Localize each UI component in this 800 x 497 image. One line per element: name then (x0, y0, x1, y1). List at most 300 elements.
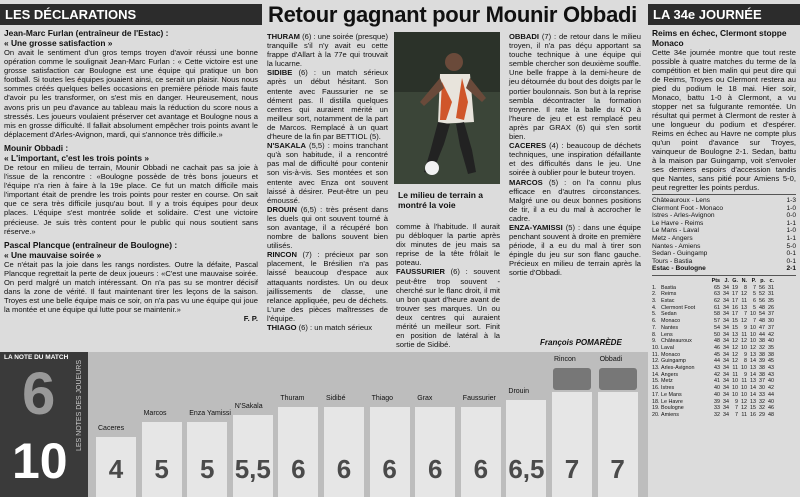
result-score: 0-0 (786, 212, 796, 220)
standings-row (648, 352, 800, 359)
standings-row (648, 378, 800, 385)
divider (652, 275, 796, 276)
standings-cell: 16 (750, 412, 756, 418)
standings-cell: 10 (750, 338, 756, 345)
assessment-text: (4) : beaucoup de déchets techniques, une inspiration défaillante et des difficultés dans le jeu. Une soirée à oublier pour le buteur troyen. (509, 141, 641, 178)
standings-row (648, 405, 800, 412)
standings-cell: 43 (768, 365, 774, 372)
standings-cell: 63 (714, 291, 720, 298)
player-rating-name: N'Sakala (234, 402, 263, 410)
player-assessment (267, 141, 388, 205)
result-row (648, 235, 800, 243)
standings-row (648, 399, 800, 406)
standings-cell: 19. (652, 405, 660, 412)
standings-cell: 16. (652, 385, 660, 392)
player-rating-name: Rincon (554, 356, 576, 363)
standings-cell: 5 (753, 291, 756, 298)
standings-cell: 11 (732, 371, 738, 378)
standings-cell: 39 (759, 358, 765, 365)
standings-cell: 34 (723, 378, 729, 385)
standings-row (648, 318, 800, 325)
assessment-text: (6) : souvent peut-être trop souvent - cherché sur le flanc droit, il mit un bon quart d'heure avant de trouver ses marques. Un ou deux centres qui auraient mérité un meilleur sort. Finit en position de latéral à la sortie de Sidibé. (396, 267, 500, 350)
obbadi-quote: « L'important, c'est les trois points » (4, 152, 149, 163)
standings-row (648, 392, 800, 399)
assessment-text: (7) : de retour dans le milieu troyen, il n'a pas déçu apportant sa touche technique à une équipe qui semble chercher son deuxième souffle. Une belle frappe à la demi-heure de jeu détournée du bout des doigts par le portier boulonnais. Son but à la reprise sembla décontracter la formation troyenne. Il rate la balle du KO à l'heure de jeu et est remplacé peu après par GRAX (6) qui s'en sortit bien. (509, 32, 641, 142)
standings-cell: 34 (723, 304, 729, 311)
standings-cell: Guingamp (661, 358, 686, 365)
standings-cell: Estac (661, 298, 675, 305)
result-score: 2-1 (786, 265, 796, 273)
standings-cell: 14 (750, 391, 756, 398)
results-list (648, 197, 800, 273)
standings-cell: 11 (741, 298, 747, 305)
result-score: 1-0 (786, 204, 796, 212)
standings-cell: 12 (732, 338, 738, 345)
standings-cell: 11 (741, 331, 747, 338)
standings-cell: 34 (723, 298, 729, 305)
standings-cell: 14 (750, 358, 756, 365)
player-grade: 6 (336, 454, 352, 484)
player-photo (394, 32, 500, 184)
standings-cell: 15 (732, 324, 738, 331)
standings-cell: Monaco (661, 318, 681, 325)
assessment-text: (6) : un match sérieux (296, 323, 373, 332)
player-ratings-chart (0, 352, 648, 497)
plancque-quote: « Une mauvaise soirée » (4, 249, 102, 260)
standings-row (648, 291, 800, 298)
standings-cell: Angers (661, 371, 679, 378)
result-match: Nantes - Amiens (652, 242, 701, 250)
player-name: DROUIN (267, 204, 297, 214)
standings-cell: 17. (652, 391, 660, 398)
player-assessment (267, 323, 388, 332)
standings-cell: Reims (661, 291, 677, 298)
standings-cell: 31 (768, 284, 774, 291)
standings-row (648, 298, 800, 305)
standings-cell: Pts (711, 277, 720, 284)
standings-cell: 7 (753, 284, 756, 291)
standings-cell: 3. (652, 298, 657, 305)
standings-cell: 15. (652, 378, 660, 385)
standings-row (648, 305, 800, 312)
standings-cell: 16 (732, 304, 738, 311)
player-rating-name: Thiago (371, 395, 393, 402)
standings-cell: 11 (741, 378, 747, 385)
standings-cell: 42 (768, 331, 774, 338)
result-row (648, 212, 800, 220)
standings-cell: 38 (768, 351, 774, 358)
standings-cell: 6 (753, 298, 756, 305)
player-grade: 4 (108, 454, 124, 484)
standings-cell: 43 (768, 371, 774, 378)
standings-cell: 34 (723, 371, 729, 378)
standings-cell: 38 (759, 351, 765, 358)
result-score: 0-1 (786, 257, 796, 265)
standings-cell: 19 (732, 284, 738, 291)
player-grade: 5 (154, 454, 169, 484)
match-note-scale: 10 (12, 433, 68, 489)
standings-row (648, 358, 800, 365)
standings-cell: 12 (732, 358, 738, 365)
plancque-text: Ce n'était pas la joie dans les rangs nordistes. Outre la défaite, Pascal Plancque regrettait la perte de deux joueurs : «C'est une mauvaise soirée. On perd malgré un match intéressant. On n'a pas su se montrer décisif dans la zone de vérité. Il faut maintenant tirer les leçons de la saison. Troyes est une belle équipe mais ce soir, on n'a pas vu une équipe qui joue la montée et une équipe qui lutte pour se maintenir.» (4, 259, 258, 315)
standings-cell: Laval (661, 344, 674, 351)
standings-cell: 34 (723, 324, 729, 331)
standings-cell: 7 (735, 412, 738, 418)
player-assessment (509, 141, 641, 177)
standings-header (648, 278, 800, 285)
article-column-1 (264, 32, 391, 350)
result-match: Tours - Bastia (652, 257, 693, 265)
standings-cell: N. (741, 277, 747, 284)
assessment-text: (5,5) : moins tranchant qu'à son habitude, il a rencontré pas mal de difficulté pour contenir son vis-à-vis. Ses montées et son entente avec Enza ont souvent laissé à désirer. Peut-être un peu émoussé. (267, 141, 388, 205)
standings-cell: 34 (723, 291, 729, 298)
standings-cell: 10 (741, 391, 747, 398)
standings-cell: 29 (759, 412, 765, 418)
standings-row (648, 311, 800, 318)
standings-cell: 42 (714, 371, 720, 378)
player-thumbnail (599, 368, 637, 390)
standings-cell: Sedan (661, 311, 677, 318)
declarations-header: LES DÉCLARATIONS (0, 4, 262, 25)
result-score: 1-0 (786, 227, 796, 235)
player-assessment (267, 250, 388, 323)
standings-cell: 10 (732, 378, 738, 385)
standings-cell: 10 (750, 324, 756, 331)
player-grade: 6 (382, 454, 397, 484)
standings-cell: 39 (714, 398, 720, 405)
standings-cell: 34 (723, 311, 729, 318)
standings-cell: 14 (750, 385, 756, 392)
standings-cell: 8 (744, 284, 747, 291)
standings-cell: 37 (759, 378, 765, 385)
furlan-name: Jean-Marc Furlan (entraîneur de l'Estac) : (4, 28, 169, 38)
result-row (648, 258, 800, 266)
standings-cell: 48 (759, 304, 765, 311)
standings-cell: 52 (759, 291, 765, 298)
standings-cell: 13. (652, 365, 660, 372)
standings-cell: 58 (714, 311, 720, 318)
standings-cell: 61 (714, 304, 720, 311)
standings-cell: 54 (759, 311, 765, 318)
player-grade: 6,5 (508, 454, 545, 484)
standings-cell: 6. (652, 318, 657, 325)
standings-cell: 34 (723, 284, 729, 291)
declarations-column (0, 0, 262, 352)
standings-cell: 14 (750, 371, 756, 378)
standings-cell: 5. (652, 311, 657, 318)
standings-cell: 13 (750, 398, 756, 405)
standings-cell: 26 (768, 304, 774, 311)
result-match: Istres - Arles-Avignon (652, 212, 715, 220)
standings-row (648, 338, 800, 345)
standings-cell: 32 (759, 405, 765, 412)
standings-cell: 20. (652, 412, 660, 418)
faussurier-text (396, 267, 500, 349)
standings-cell: 7. (652, 324, 657, 331)
player-grade: 6 (473, 454, 489, 484)
result-row (648, 205, 800, 213)
standings-row (648, 385, 800, 392)
standings-cell: 11. (652, 351, 660, 358)
result-score: 1-3 (786, 197, 796, 204)
assessment-text: (6) : une soirée (presque) tranquille s'il n'y avait eu cette frappe d'Allart à la 77e qui trouvait la lucarne. (267, 32, 388, 69)
standings-cell: 62 (714, 298, 720, 305)
standings-cell: 38 (759, 338, 765, 345)
player-name: FAUSSURIER (396, 267, 445, 277)
standings-cell: 34 (723, 358, 729, 365)
result-match: Sedan - Guingamp (652, 250, 708, 258)
player-name: OBBADI (509, 32, 539, 41)
standings-cell: 30 (759, 385, 765, 392)
standings-cell: 46 (714, 344, 720, 351)
result-match: Châteauroux - Lens (652, 197, 710, 204)
standings-cell: 2. (652, 291, 657, 298)
thiago-continued: comme à l'habitude. Il aurait pu débloquer la partie après dix minutes de jeu mais sa reprise de la tête frôlait le poteau. (396, 222, 500, 268)
standings-cell: 32 (714, 412, 720, 418)
player-grade: 5,5 (234, 454, 271, 484)
standings-cell: 13 (732, 331, 738, 338)
standings-cell: 57 (714, 318, 720, 325)
player-rating-name: Caceres (98, 425, 125, 432)
standings-row (648, 412, 800, 419)
standings-cell: 10 (732, 385, 738, 392)
standings-cell: 12 (741, 338, 747, 345)
standings-cell: 38 (759, 371, 765, 378)
standings-cell: 10 (750, 311, 756, 318)
standings-cell: 9 (735, 398, 738, 405)
player-assessment (509, 223, 641, 278)
standings-cell: 5 (753, 304, 756, 311)
standings-cell: 9 (744, 371, 747, 378)
standings-cell: 10. (652, 344, 660, 351)
standings-cell: 44 (768, 391, 774, 398)
standings-cell: 33 (759, 391, 765, 398)
standings-cell: J. (724, 277, 729, 284)
result-match: Estac - Boulogne (652, 265, 706, 273)
standings-cell: 32 (759, 344, 765, 351)
player-rating-name: Enza Yamissi (189, 410, 231, 417)
obbadi-name: Mounir Obbadi : (4, 142, 69, 153)
standings-cell: 34 (723, 391, 729, 398)
result-row (648, 227, 800, 235)
standings-cell: Istres (661, 385, 675, 392)
standings-cell: 15 (750, 405, 756, 412)
result-match: Clermont Foot - Monaco (652, 204, 724, 212)
standings-cell: 10 (741, 385, 747, 392)
player-rating-name: Sidibé (326, 395, 346, 402)
standings-cell (652, 278, 661, 285)
matchday-header: LA 34e JOURNÉE (648, 4, 800, 25)
standings-cell: Le Mans (661, 391, 682, 398)
furlan-quote: « Une grosse satisfaction » (4, 38, 113, 48)
player-assessment (267, 32, 388, 68)
standings-cell: 48 (759, 318, 765, 325)
standings-cell: 45 (768, 358, 774, 365)
standings-cell: Boulogne (661, 405, 684, 412)
standings-cell: 7 (735, 405, 738, 412)
standings-cell: 12 (750, 344, 756, 351)
player-name: RINCON (267, 250, 297, 260)
player-assessment (509, 178, 641, 223)
standings-row (648, 325, 800, 332)
standings-cell: 40 (714, 391, 720, 398)
standings-cell: 40 (768, 398, 774, 405)
standings-cell: 56 (759, 298, 765, 305)
player-rating-name: Faussurier (462, 395, 496, 402)
player-rating-name: Obbadi (599, 356, 623, 363)
standings-cell: 12 (741, 398, 747, 405)
player-grade: 6 (291, 454, 306, 484)
standings-cell: 40 (768, 338, 774, 345)
photo-caption: Le milieu de terrain a montré la voie (398, 190, 484, 210)
result-score: 1-1 (786, 219, 796, 227)
player-grade: 7 (610, 454, 625, 484)
standings-cell: 56 (759, 284, 765, 291)
assessment-text: (5) : on l'a connu plus efficace en d'autres circonstances. Malgré une ou deux bonnes positions de tir, il a eu du mal à accrocher le cadre. (509, 177, 641, 223)
assessment-text: (7) : précieux par son placement, le Brésilien n'a pas laissé beaucoup d'espace aux attaquants nordistes. Un ou deux jaillissements de classe, une relance appliquée, peu de déchets. L'une des pièces maîtresses de l'équipe. (267, 250, 388, 323)
player-notes-label: LES NOTES DES JOUEURS (76, 360, 83, 452)
signature: F. P. (243, 314, 258, 324)
standings-cell: 34 (723, 331, 729, 338)
player-assessment (267, 205, 388, 250)
standings-cell: 65 (714, 284, 720, 291)
player-name: MARCOS (509, 177, 543, 187)
assessment-text: (5) : dans une équipe penchant souvent à droite en première période, il a eu du mal à tirer son épingle du jeu sur son flanc gauche. Précieux en milieu de terrain après la sortie d'Obbadi. (509, 222, 641, 278)
standings-cell: 34 (723, 398, 729, 405)
standings-cell: 34 (723, 351, 729, 358)
player-name: THURAM (267, 32, 300, 41)
standings-cell: 48 (714, 338, 720, 345)
standings-cell: 32 (759, 398, 765, 405)
standings-cell: 34 (723, 412, 729, 418)
result-row (648, 265, 800, 273)
standings-cell: 46 (768, 405, 774, 412)
standings-cell: 12 (741, 291, 747, 298)
standings-cell: 17 (732, 298, 738, 305)
player-grade: 7 (564, 454, 580, 484)
standings-cell: 15 (732, 318, 738, 325)
divider (652, 194, 796, 195)
standings-cell: 10 (732, 391, 738, 398)
furlan-text: On avait le sentiment d'un gros temps troyen d'avoir réussi une bonne opération comme le soulignait Jean-Marc Furlan : « Cette victoire est une grosse satisfaction car Boulogne est une équipe qui pratique un bon football. Si toutes les équipes jouaient ainsi, ce serait un plaisir. Nous nous sommes créés quelques belles occasions en première période mais faute d'avoir pu les transformer, on s'est mis en danger. Heureusement, nous avons pris un peu d'avance au tableau mais la réduction du score nous a stressés. Les joueurs voulaient préserver cet avantage et Boulogne nous a mis en grosse difficulté. Il fallait absolument empêcher trois points avant le déplacement d'Arles-Avignon, mardi, qui s'annonce très difficile.» (4, 48, 258, 139)
standings-cell: 18. (652, 398, 660, 405)
standings-cell: 12 (732, 351, 738, 358)
standings-cell: 48 (768, 412, 774, 418)
standings-cell: Metz (661, 378, 673, 385)
result-row (648, 250, 800, 258)
standings-cell: 37 (768, 324, 774, 331)
standings-cell: 17 (732, 291, 738, 298)
result-row (648, 197, 800, 205)
standings-cell: G. (732, 277, 738, 284)
standings-cell: 10 (750, 331, 756, 338)
standings-row (648, 365, 800, 372)
standings-cell: 4. (652, 304, 657, 311)
standings-cell: 34 (723, 338, 729, 345)
result-score: 0-1 (786, 250, 796, 258)
result-row (648, 220, 800, 228)
standings-cell: P. (751, 277, 756, 284)
match-note-badge (0, 352, 88, 497)
standings-table (648, 278, 800, 419)
result-row (648, 243, 800, 251)
standings-cell: 45 (714, 351, 720, 358)
standings-cell: Châteauroux (661, 338, 692, 345)
standings-cell: 43 (714, 365, 720, 372)
player-assessment (267, 68, 388, 141)
standings-cell: 34 (723, 344, 729, 351)
standings-row (648, 345, 800, 352)
plancque-name: Pascal Plancque (entraîneur de Boulogne) : (4, 239, 178, 250)
player-name: CACERES (509, 141, 547, 151)
standings-cell: Le Havre (661, 398, 683, 405)
matchday-text: Cette 34e journée montre que tout reste possible à quatre matches du terme de la compétition et bien malin qui peut dire qui de Reims, Troyes ou Clermont restera au pied du podium le 18 mai. Hier soir, Monaco, battu 1-0 à Clermont, a vu stopper net sa fulgurante remontée. Un résultat qui permet à Clermont de rester à une longueur du podium et d'espérer. Reims en échec au Havre ne compte plus qu'un point d'avance sur Troyes, vainqueur de Boulogne 2-1. Sedan, battu à la maison par Guingamp, voit s'envoler ses derniers espoirs d'accession tandis que Nantes, sans pitié pour Amiens 5-0, peut regretter les points perdus. (652, 48, 796, 192)
standings-cell: 34 (723, 318, 729, 325)
standings-cell: c. (769, 277, 774, 284)
standings-cell: Arles-Avignon (661, 365, 695, 372)
standings-cell: 12 (741, 405, 747, 412)
standings-cell: 44 (714, 358, 720, 365)
standings-cell: 9 (744, 324, 747, 331)
standings-row (648, 285, 800, 292)
standings-cell: 7 (753, 318, 756, 325)
player-rating-name: Marcos (143, 410, 167, 417)
standings-row (648, 332, 800, 339)
standings-cell: 13 (750, 378, 756, 385)
standings-cell: 13 (750, 351, 756, 358)
result-score: 5-0 (786, 242, 796, 250)
standings-cell: 30 (768, 318, 774, 325)
standings-cell: 54 (714, 324, 720, 331)
standings-cell: 9 (744, 351, 747, 358)
player-name: N'SAKALA (267, 141, 306, 151)
standings-cell: 42 (768, 385, 774, 392)
standings-cell: 12. (652, 358, 660, 365)
article-title: Retour gagnant pour Mounir Obbadi (268, 2, 637, 27)
standings-cell: 14. (652, 371, 660, 378)
standings-cell: 44 (759, 331, 765, 338)
standings-cell: 34 (723, 365, 729, 372)
player-rating-name: Thuram (280, 395, 305, 402)
standings-cell: 12 (732, 344, 738, 351)
standings-cell: 35 (768, 344, 774, 351)
standings-cell: 50 (714, 331, 720, 338)
standings-cell: 8 (744, 358, 747, 365)
player-grade: 6 (427, 454, 443, 484)
standings-cell: Lens (661, 331, 673, 338)
standings-cell: 9. (652, 338, 657, 345)
standings-cell: 13 (741, 304, 747, 311)
assessment-text: (6,5) : très présent dans les duels qui ont souvent tourné à son avantage, il a récupéré bon nombre de ballons souvent bien utilisés. (267, 204, 388, 251)
article-column-2 (394, 222, 502, 352)
player-name: THIAGO (267, 323, 297, 332)
standings-cell: 17 (732, 311, 738, 318)
standings-cell: 1. (652, 284, 657, 291)
player-rating-name: Grax (417, 395, 433, 402)
standings-cell: Nantes (661, 324, 679, 331)
standings-cell: 10 (741, 365, 747, 372)
article-column-3 (506, 32, 644, 332)
standings-row (648, 372, 800, 379)
standings-cell: 13 (750, 365, 756, 372)
assessment-text: (6) : un match sérieux après un début hésitant. Son entente avec Faussurier ne se dément pas. Il distilla quelques centres qui auraient mérité un meilleur sort, notamment de la part de Marcos. Remplacé à un quart d'heure de la fin par BETTIOL (5). (267, 68, 388, 142)
standings-cell: 34 (723, 405, 729, 412)
player-thumbnail (553, 368, 591, 390)
matchday-column (648, 0, 800, 497)
standings-cell: 38 (759, 365, 765, 372)
standings-cell: Bastia (661, 284, 676, 291)
standings-cell: 11 (732, 365, 738, 372)
